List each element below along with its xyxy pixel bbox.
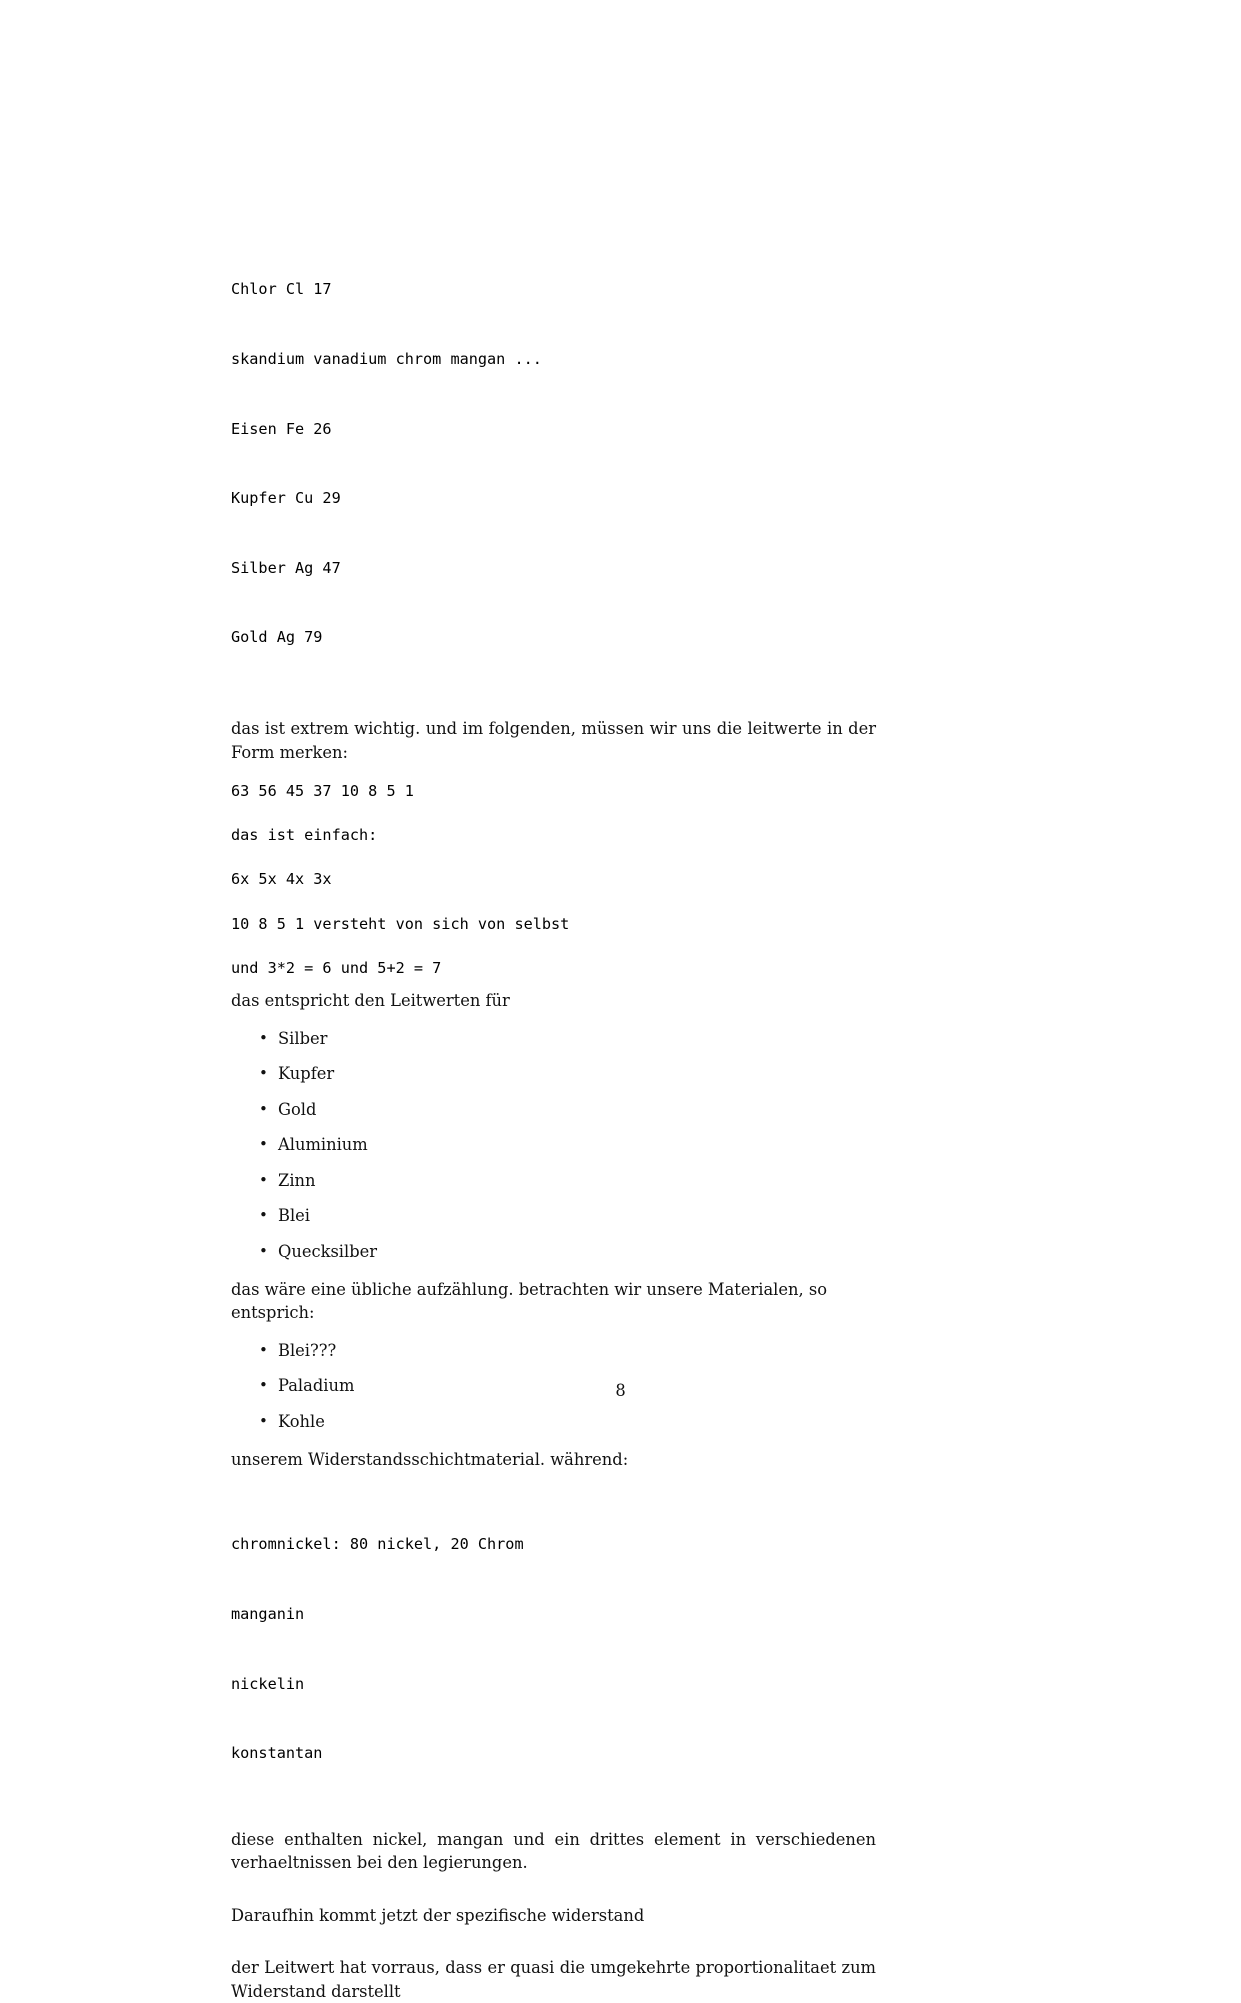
- page-number: 8: [615, 1381, 626, 1400]
- list-item: • Gold: [231, 1100, 876, 1120]
- paragraph-enthalten: diese enthalten nickel, mangan und ein drittes element in verschiedenen verhaeltnissen bei den legierungen.: [231, 1829, 876, 1873]
- verbatim-versteht-line: 10 8 5 1 versteht von sich von selbst: [231, 914, 570, 933]
- spacer: [231, 1262, 876, 1278]
- paragraph-entspricht: das entspricht den Leitwerten für: [231, 991, 510, 1011]
- paragraph-leitwert: der Leitwert hat vorraus, dass er quasi die umgekehrte proportionalitaet zum Widerstand darstellt: [231, 1958, 876, 2001]
- list-item: • Blei: [231, 1206, 876, 1226]
- verbatim-block-legierungen: [231, 1487, 876, 1812]
- verbatim-rechnung-line: und 3*2 = 6 und 5+2 = 7: [231, 958, 442, 977]
- verbatim-line: Kupfer Cu 29: [231, 489, 341, 508]
- verbatim-multipliers: 6x 5x 4x 3x: [231, 870, 332, 889]
- verbatim-line: skandium vanadium chrom mangan ...: [231, 350, 542, 369]
- verbatim-block-elements: [231, 232, 876, 696]
- list-item: • Zinn: [231, 1171, 876, 1191]
- list-item: • Silber: [231, 1029, 876, 1049]
- spacer: [231, 1471, 876, 1487]
- list-item: • Aluminium: [231, 1135, 876, 1155]
- paragraph-wichtig: das ist extrem wichtig. und im folgenden, müssen wir uns die leitwerte in der Form merken:: [231, 719, 876, 762]
- spacer: [231, 892, 876, 913]
- spacer: [231, 980, 876, 989]
- paragraph-daraufhin: Daraufhin kommt jetzt der spezifische widerstand: [231, 1905, 645, 1925]
- verbatim-line: manganin: [231, 1605, 305, 1624]
- paragraph-widerstandsschicht: unserem Widerstandsschichtmaterial. während:: [231, 1449, 629, 1469]
- list-item: • Kupfer: [231, 1064, 876, 1084]
- verbatim-line: nickelin: [231, 1674, 305, 1693]
- spacer: [231, 847, 876, 868]
- spacer: [231, 1812, 876, 1828]
- list-item: • Paladium: [231, 1376, 876, 1396]
- verbatim-line: konstantan: [231, 1744, 323, 1763]
- spacer: [231, 803, 876, 824]
- verbatim-das-ist-einfach: das ist einfach:: [231, 826, 378, 845]
- spacer: [231, 764, 876, 780]
- list-item: • Quecksilber: [231, 1242, 876, 1262]
- verbatim-line: Silber Ag 47: [231, 558, 341, 577]
- spacer: [231, 1875, 876, 1904]
- spacer: [231, 1927, 876, 1956]
- list-metalle: [231, 1029, 876, 1262]
- verbatim-leitwerte-numbers: 63 56 45 37 10 8 5 1: [231, 782, 414, 801]
- verbatim-line: Gold Ag 79: [231, 628, 323, 647]
- verbatim-line: chromnickel: 80 nickel, 20 Chrom: [231, 1535, 524, 1554]
- spacer: [231, 1013, 876, 1029]
- spacer: [231, 1325, 876, 1341]
- spacer: [231, 696, 876, 717]
- page-content: [231, 232, 876, 2003]
- list-item: • Kohle: [231, 1412, 876, 1432]
- verbatim-line: Chlor Cl 17: [231, 280, 332, 299]
- verbatim-line: Eisen Fe 26: [231, 419, 332, 438]
- spacer: [231, 936, 876, 957]
- paragraph-ueblich: das wäre eine übliche aufzählung. betrachten wir unsere Materialen, so entsprich:: [231, 1279, 827, 1323]
- spacer: [231, 1432, 876, 1448]
- list-item: • Blei???: [231, 1341, 876, 1361]
